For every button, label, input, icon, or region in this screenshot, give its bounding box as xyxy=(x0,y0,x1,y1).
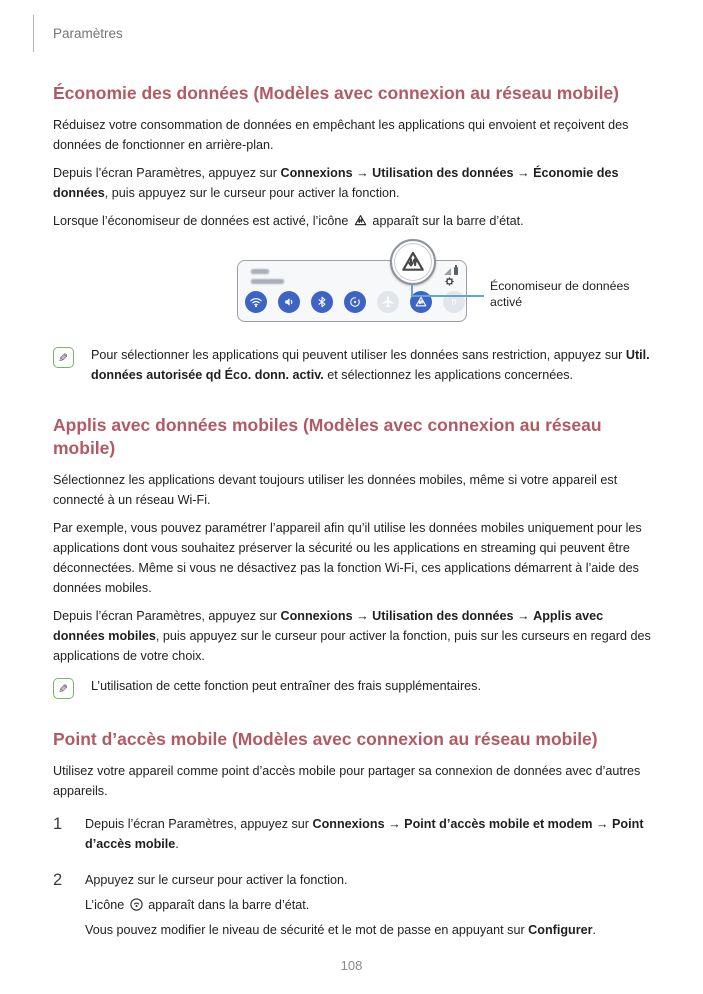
signal-icon xyxy=(444,268,451,275)
quick-panel-figure xyxy=(53,239,653,335)
blurred-date-text xyxy=(251,279,284,284)
page-number: 108 xyxy=(340,958,363,973)
quick-toggle-flight-mode xyxy=(377,291,399,313)
header-rule xyxy=(33,15,34,52)
section-title-applis-donnees-mobiles: Applis avec données mobiles (Modèles avec connexion au réseau mobile) xyxy=(53,415,602,459)
note-block xyxy=(53,345,653,385)
paragraph: Par exemple, vous pouvez paramétrer l’appareil afin qu’il utilise les données mobiles uniquement pour les applications dont vous souhaitez préserver la sécurité ou les applications en streaming qui peuvent être déconnectées. Même si vous ne désactivez pas la fonction Wi-Fi, ces applications démarrent à l’aide des données mobiles. xyxy=(53,521,642,596)
note-pen-icon: ✎ xyxy=(53,678,74,699)
page-header xyxy=(53,14,653,52)
step-item xyxy=(53,814,653,859)
note-block xyxy=(53,676,653,699)
section-title-point-acces-mobile: Point d’accès mobile (Modèles avec connexion au réseau mobile) xyxy=(53,729,598,750)
gear-icon xyxy=(444,276,455,287)
blurred-time-text xyxy=(251,269,269,274)
step-number: 2 xyxy=(53,871,63,890)
note-text: L’utilisation de cette fonction peut entraîner des frais supplémentaires. xyxy=(91,679,481,694)
hotspot-icon xyxy=(129,897,144,912)
section-title-economie-donnees: Économie des données (Modèles avec connexion au réseau mobile) xyxy=(53,83,619,103)
paragraph: Lorsque l’économiseur de données est activé, l’icône apparaît sur la barre d’état. xyxy=(53,214,524,229)
chapter-title: Paramètres xyxy=(53,25,123,41)
step-text: L’icône apparaît dans la barre d’état. xyxy=(85,898,310,913)
step-item xyxy=(53,870,653,945)
quick-toggle-bluetooth xyxy=(311,291,333,313)
step-text: Appuyez sur le curseur pour activer la fonction. xyxy=(85,873,348,888)
battery-icon xyxy=(454,267,458,275)
paragraph: Depuis l’écran Paramètres, appuyez sur Connexions → Utilisation des données → Économie des données, puis appuyez sur le curseur pour activer la fonction. xyxy=(53,166,619,201)
status-icons xyxy=(444,267,458,275)
step-text: Vous pouvez modifier le niveau de sécurité et le mot de passe en appuyant sur Configurer. xyxy=(85,923,597,938)
callout-line xyxy=(411,295,484,297)
note-pen-icon: ✎ xyxy=(53,347,74,368)
quick-toggle-sound xyxy=(278,291,300,313)
data-saver-icon xyxy=(353,213,368,228)
paragraph: Depuis l’écran Paramètres, appuyez sur Connexions → Utilisation des données → Applis avec données mobiles, puis appuyez sur le curseur pour activer la fonction, puis sur les curseurs en regard des applications de votre choix. xyxy=(53,609,651,664)
step-text: Depuis l’écran Paramètres, appuyez sur Connexions → Point d’accès mobile et modem → Point d’accès mobile. xyxy=(85,817,644,852)
step-number: 1 xyxy=(53,815,63,834)
svg-text:D: D xyxy=(451,299,457,307)
note-text: Pour sélectionner les applications qui peuvent utiliser les données sans restriction, appuyez sur Util. données autorisée qd Éco. donn. activ. et sélectionnez les applications concernées. xyxy=(91,348,650,383)
quick-toggle-sync xyxy=(344,291,366,313)
paragraph: Utilisez votre appareil comme point d’accès mobile pour partager sa connexion de données avec d’autres appareils. xyxy=(53,764,641,799)
data-saver-magnified-icon xyxy=(390,239,436,285)
paragraph: Réduisez votre consommation de données en empêchant les applications qui envoient et reçoivent des données de fonctionner en arrière-plan. xyxy=(53,118,629,153)
callout-label: Économiseur de données activé xyxy=(490,279,630,310)
paragraph: Sélectionnez les applications devant toujours utiliser les données mobiles, même si votre appareil est connecté à un réseau Wi-Fi. xyxy=(53,473,618,508)
quick-toggle-wifi xyxy=(245,291,267,313)
